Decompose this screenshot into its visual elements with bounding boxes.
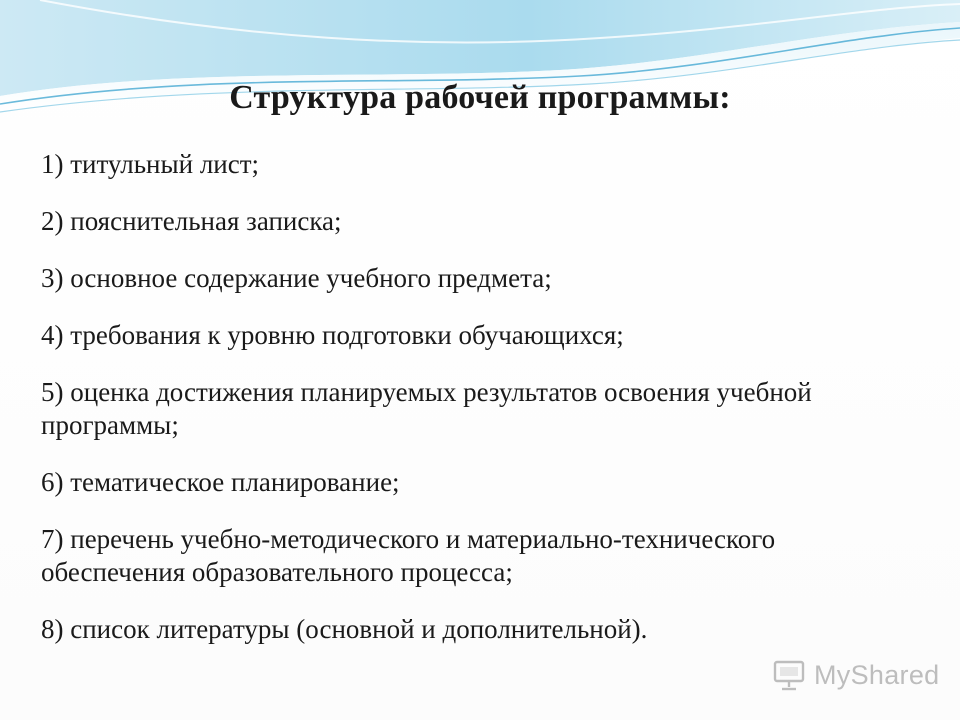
watermark — [772, 655, 939, 695]
list-item: 3) основное содержание учебного предмета; — [41, 263, 552, 293]
list-item: 5) оценка достижения планируемых результатов освоения учебной программы; — [41, 377, 812, 440]
list-item: 2) пояснительная записка; — [41, 206, 342, 236]
list-item: 4) требования к уровню подготовки обучающихся; — [41, 320, 624, 350]
presentation-board-icon — [772, 658, 806, 692]
slide-title: Структура рабочей программы: — [229, 79, 731, 116]
list-item: 8) список литературы (основной и дополнительной). — [41, 614, 648, 644]
list-item: 7) перечень учебно-методического и материально-технического обеспечения образовательного процесса; — [41, 524, 776, 587]
list-item: 1) титульный лист; — [41, 149, 260, 179]
structure-list — [41, 148, 921, 670]
watermark-text: MyShared — [814, 659, 940, 690]
list-item: 6) тематическое планирование; — [41, 467, 400, 497]
